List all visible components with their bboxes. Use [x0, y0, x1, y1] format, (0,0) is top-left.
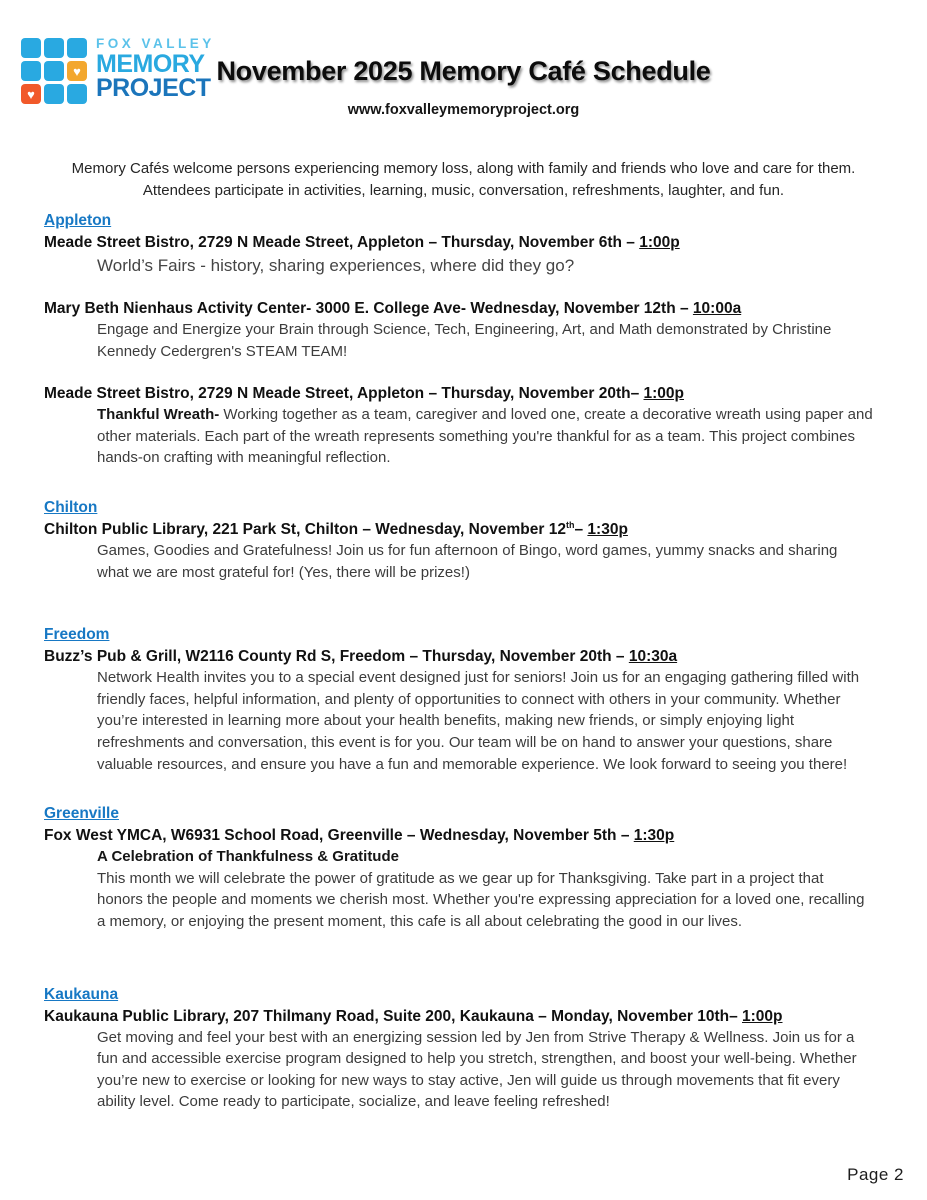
- event-heading: [44, 519, 873, 540]
- logo-square: [44, 61, 64, 81]
- logo-wordmark: [96, 36, 215, 101]
- event-description-text: Working together as a team, caregiver and loved one, create a decorative wreath using paper and other materials. Each part of the wreath represents something you're thankful for as a team. This project combines hands-on crafting with meaningful reflection.: [97, 406, 873, 467]
- fox-valley-memory-project-logo: [21, 36, 215, 104]
- event-description-title: A Celebration of Thankfulness & Gratitude: [97, 848, 399, 866]
- logo-text-project: PROJECT: [96, 74, 211, 102]
- section-heading-appleton[interactable]: Appleton: [44, 212, 112, 229]
- logo-text-fox-valley: FOX VALLEY: [96, 36, 215, 51]
- event-description: Engage and Energize your Brain through Science, Tech, Engineering, Art, and Math demonstrated by Christine Kennedy Cedergren's STEAM TEAM!: [97, 321, 832, 360]
- event-description: Network Health invites you to a special event designed just for seniors! Join us for an engaging gathering filled with friendly faces, helpful information, and plenty of opportunities to connect with others in your community. Whether you’re interested in learning more about your health benefits, making new friends, or simply enjoying light refreshments and conversation, this event is for you. Our team will be on hand to answer your questions, share valuable resources, and ensure you have a fun and memorable experience. We look forward to seeing you there!: [97, 669, 860, 773]
- event-location-date: Kaukauna Public Library, 207 Thilmany Road, Suite 200, Kaukauna – Monday, November 10th–: [44, 1007, 742, 1025]
- event-location-date: Buzz’s Pub & Grill, W2116 County Rd S, Freedom – Thursday, November 20th –: [44, 648, 629, 666]
- schedule-content: [0, 211, 927, 1113]
- event-description: This month we will celebrate the power of gratitude as we gear up for Thanksgiving. Take part in a project that honors the people and moments we cherish most. Whether you're expressing appreciation for a loved one, recalling a memory, or enjoying the present moment, this cafe is all about celebrating the good in our lives.: [97, 869, 865, 930]
- event-time: 1:00p: [742, 1007, 783, 1025]
- document-header: [0, 0, 927, 146]
- event-heading-dash: –: [574, 520, 588, 538]
- section-heading-freedom[interactable]: Freedom: [44, 626, 110, 644]
- event-time: 10:00a: [692, 300, 742, 317]
- logo-square: [67, 38, 87, 58]
- event-location-date: Meade Street Bistro, 2729 N Meade Street, Appleton – Thursday, November 20th–: [44, 385, 644, 403]
- event-chilton-library-nov12: [44, 519, 873, 583]
- logo-square: [67, 84, 87, 104]
- logo-square: [21, 61, 41, 81]
- event-heading: [44, 383, 873, 404]
- event-description: Games, Goodies and Gratefulness! Join us for fun afternoon of Bingo, word games, yummy snacks and sharing what we are most grateful for! (Yes, there will be prizes!): [97, 541, 838, 581]
- event-nienhaus-center-nov12: [44, 298, 873, 362]
- logo-square: [21, 38, 41, 58]
- event-location-date: Chilton Public Library, 221 Park St, Chilton – Wednesday, November 12: [44, 520, 566, 538]
- event-time: 10:30a: [628, 648, 678, 666]
- event-time: 1:30p: [633, 827, 675, 845]
- event-heading: [44, 298, 873, 319]
- logo-text-memory: MEMORY: [96, 50, 205, 78]
- event-buzzs-pub-nov20: [44, 646, 873, 775]
- intro-paragraph: Memory Cafés welcome persons experiencing memory loss, along with family and friends who love and care for them. Attendees participate in activities, learning, music, conversation, refreshments, laughter, and fun.: [71, 160, 856, 199]
- section-heading-chilton[interactable]: Chilton: [44, 498, 98, 516]
- event-description-lead: Thankful Wreath-: [97, 406, 224, 424]
- event-meade-street-bistro-nov6: [44, 232, 873, 277]
- event-location-date: Mary Beth Nienhaus Activity Center- 3000 E. College Ave- Wednesday, November 12th –: [44, 300, 693, 317]
- section-heading-greenville[interactable]: Greenville: [44, 805, 119, 823]
- event-description: World’s Fairs - history, sharing experiences, where did they go?: [97, 256, 575, 275]
- event-time: 1:00p: [639, 234, 680, 251]
- heart-icon: ♥: [67, 61, 87, 81]
- event-location-date: Meade Street Bistro, 2729 N Meade Street, Appleton – Thursday, November 6th –: [44, 234, 640, 251]
- event-heading: [44, 646, 873, 667]
- event-kaukauna-library-nov10: [44, 1006, 873, 1113]
- event-heading: [44, 1006, 873, 1027]
- logo-square: [44, 38, 64, 58]
- event-heading: [44, 232, 873, 253]
- event-description: Get moving and feel your best with an energizing session led by Jen from Strive Therapy & Wellness. Join us for a fun and accessible exercise program designed to help you stretch, strengthen, and boost your well-being. Whether you’re new to exercise or looking for new ways to stay active, Jen will guide us through movements that fit every ability level. Come ready to participate, socialize, and leave feeling refreshed!: [97, 1028, 857, 1111]
- logo-square: [44, 84, 64, 104]
- event-meade-street-bistro-nov20: [44, 383, 873, 469]
- section-heading-kaukauna[interactable]: Kaukauna: [44, 985, 119, 1003]
- event-description: [44, 404, 873, 469]
- page-number: Page 2: [847, 1165, 904, 1184]
- logo-grid-icon: [21, 38, 87, 104]
- page-title: November 2025 Memory Café Schedule: [216, 56, 711, 86]
- event-location-date: Fox West YMCA, W6931 School Road, Greenville – Wednesday, November 5th –: [44, 827, 634, 845]
- website-url: www.foxvalleymemoryproject.org: [347, 102, 580, 118]
- event-time: 1:30p: [587, 520, 628, 538]
- event-time: 1:00p: [643, 385, 685, 403]
- ordinal-superscript: th: [565, 519, 575, 530]
- event-heading: [44, 825, 873, 846]
- event-fox-west-ymca-nov5: [44, 825, 873, 932]
- heart-icon: ♥: [21, 84, 41, 104]
